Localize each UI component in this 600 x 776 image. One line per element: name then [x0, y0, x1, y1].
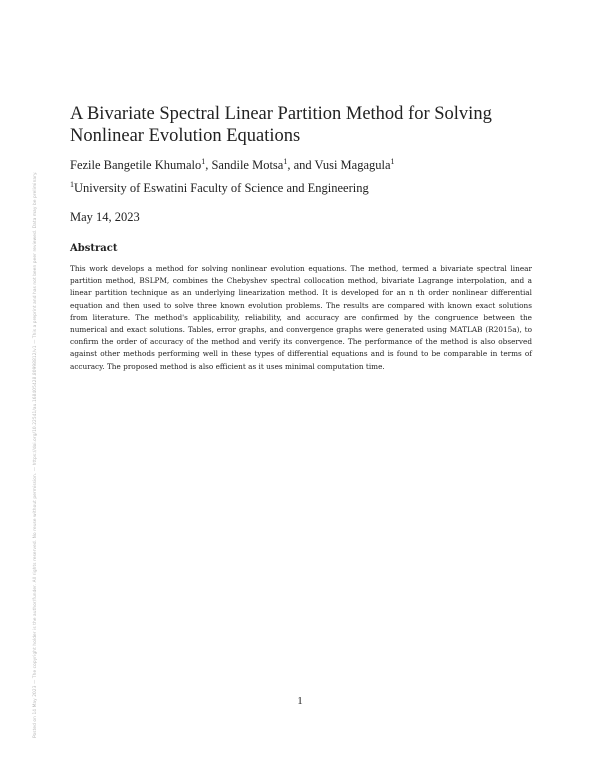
paper-title: A Bivariate Spectral Linear Partition Method for Solving Nonlinear Evolution Equations	[70, 104, 492, 146]
author-separator: ,	[205, 158, 212, 172]
author-name: Sandile Motsa	[211, 158, 284, 172]
side-preprint-stamp: Posted on 14 May 2023 — The copyright holder is the author/funder. All rights reserved. No reuse without permission. — https://doi.org/10.22541/au.168405428.80998812/v1 — This a preprint and has not been peer reviewed. Data may be preliminary.	[33, 171, 38, 738]
author-list	[70, 158, 540, 173]
affiliation-text: University of Eswatini Faculty of Science and Engineering	[74, 181, 369, 195]
author-name: Fezile Bangetile Khumalo	[70, 158, 202, 172]
abstract-heading: Abstract	[70, 243, 118, 254]
author-separator: , and	[287, 158, 315, 172]
author-affil-mark: 1	[201, 156, 206, 166]
author-name: Vusi Magagula	[314, 158, 391, 172]
author-affil-mark: 1	[390, 156, 395, 166]
abstract-body: This work develops a method for solving nonlinear evolution equations. The method, termed a bivariate spectral linear partition method, BSLPM, combines the Chebyshev spectral collocation method, bivariate Lagrange interpolation, and a linear partition technique as an underlying linearization method. It is developed for an n th order nonlinear differential equation and then used to solve three known evolution problems. The results are compared with known exact solutions from literature. The method's applicability, reliability, and accuracy are confirmed by the congruence between the numerical and exact solutions. Tables, error graphs, and convergence graphs were generated using MATLAB (R2015a), to confirm the order of accuracy of the method and verify its convergence. The performance of the method is also observed against other methods performing well in these types of differential equations and is found to be comparable in terms of accuracy. The proposed method is also efficient as it uses minimal computation time.	[70, 264, 532, 371]
paper-date: May 14, 2023	[70, 210, 140, 224]
author-affil-mark: 1	[283, 156, 288, 166]
affiliation	[70, 181, 540, 196]
page-number: 1	[297, 695, 303, 707]
affiliation-mark: 1	[70, 179, 74, 189]
